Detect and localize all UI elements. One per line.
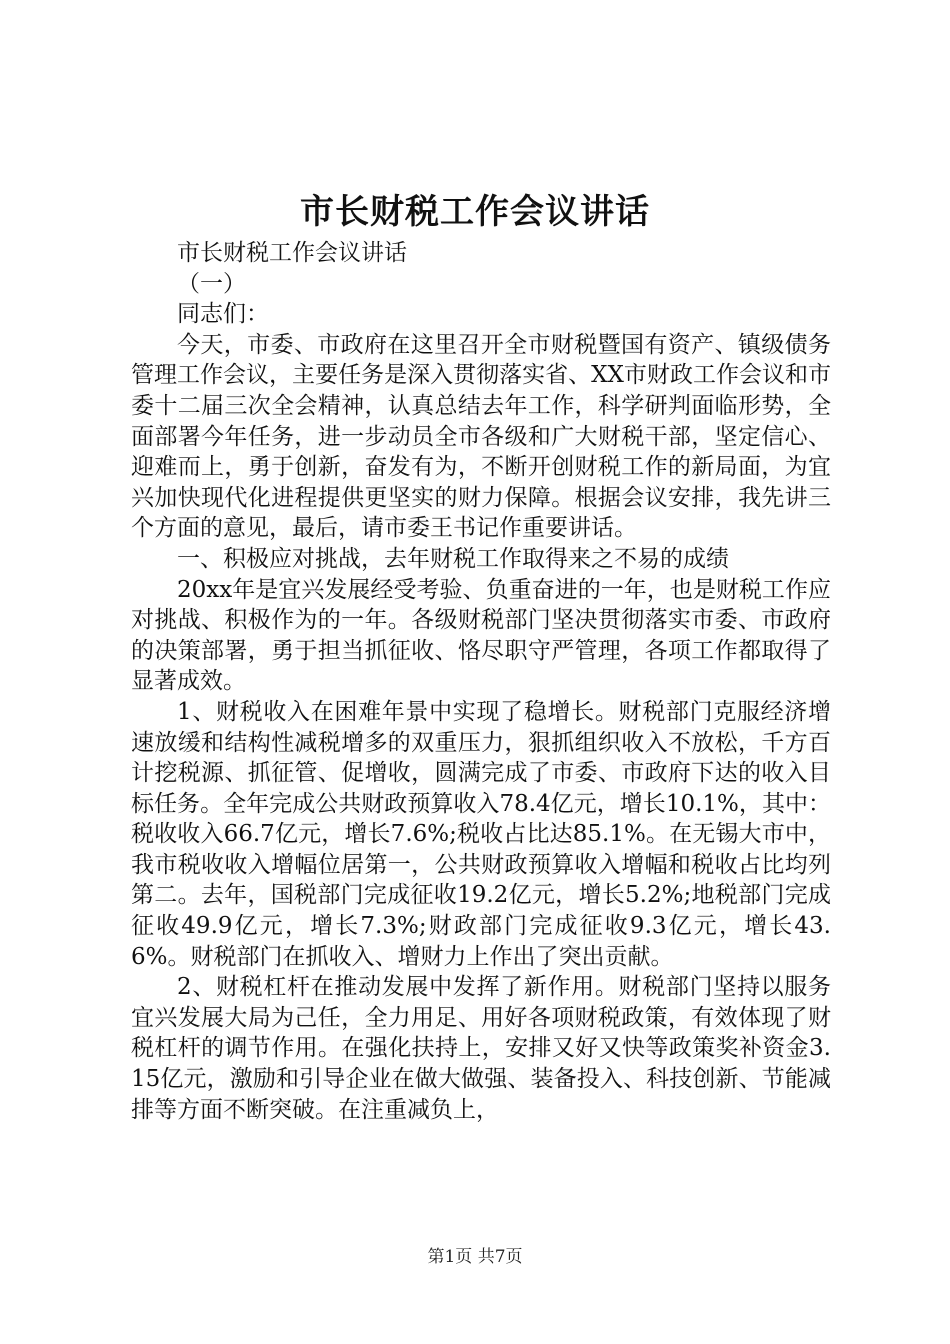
- page-footer: 第1页 共7页: [427, 1247, 523, 1267]
- section-number-paragraph: （一）: [177, 270, 246, 297]
- document-body: [131, 238, 831, 1125]
- salutation-paragraph: 同志们：: [177, 301, 269, 328]
- point-one-paragraph: 1、财税收入在困难年景中实现了稳增长。财税部门克服经济增速放缓和结构性减税增多的双重压力，狠抓组织收入不放松，千方百计挖税源、抓征管、促增收，圆满完成了市委、市政府下达的收入目标任务。全年完成公共财政预算收入78.4亿元，增长10.1%，其中：税收收入66.7亿元，增长7.6%;税收占比达85.1%。在无锡大市中，我市税收收入增幅位居第一，公共财政预算收入增幅和税收占比均列第二。去年，国税部门完成征收19.2亿元，增长5.2%;地税部门完成征收49.9亿元，增长7.3%;财政部门完成征收9.3亿元，增长43.6%。财税部门在抓收入、增财力上作出了突出贡献。: [131, 698, 831, 970]
- document-title: 市长财税工作会议讲话: [300, 192, 650, 232]
- summary-paragraph: 20xx年是宜兴发展经受考验、负重奋进的一年，也是财税工作应对挑战、积极作为的一年。各级财税部门坚决贯彻落实市委、市政府的决策部署，勇于担当抓征收、恪尽职守严管理，各项工作都取得了显著成效。: [131, 576, 831, 695]
- section-heading-paragraph: 一、积极应对挑战，去年财税工作取得来之不易的成绩: [177, 545, 729, 572]
- subtitle-paragraph: 市长财税工作会议讲话: [177, 240, 407, 266]
- point-two-paragraph: 2、财税杠杆在推动发展中发挥了新作用。财税部门坚持以服务宜兴发展大局为己任，全力用足、用好各项财税政策，有效体现了财税杠杆的调节作用。在强化扶持上，安排又好又快等政策奖补资金3.15亿元，激励和引导企业在做大做强、装备投入、科技创新、节能减排等方面不断突破。在注重减负上，: [131, 974, 831, 1123]
- intro-paragraph: 今天，市委、市政府在这里召开全市财税暨国有资产、镇级债务管理工作会议，主要任务是深入贯彻落实省、XX市财政工作会议和市委十二届三次全会精神，认真总结去年工作，科学研判面临形势，全面部署今年任务，进一步动员全市各级和广大财税干部，坚定信心、迎难而上，勇于创新，奋发有为，不断开创财税工作的新局面，为宜兴加快现代化进程提供更坚实的财力保障。根据会议安排，我先讲三个方面的意见，最后，请市委王书记作重要讲话。: [131, 331, 831, 542]
